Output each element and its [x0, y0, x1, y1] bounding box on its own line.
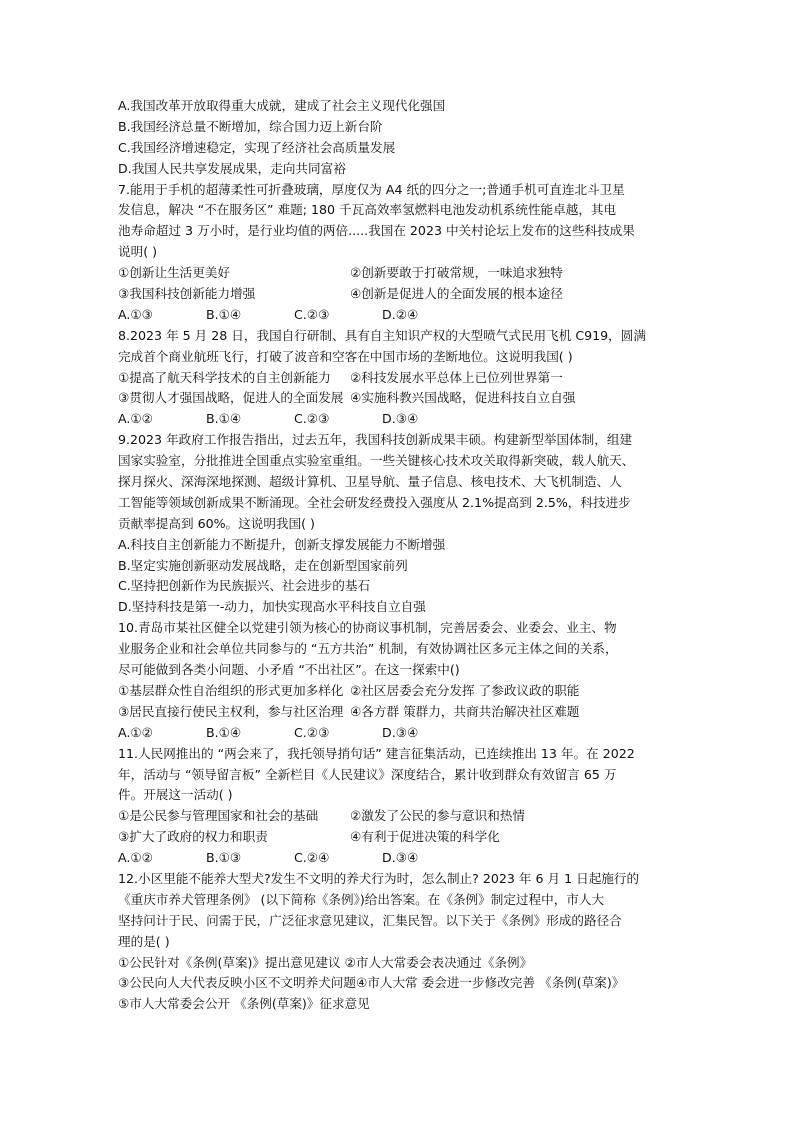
option-c: C.坚持把创新作为民族振兴、社会进步的基石	[118, 578, 371, 594]
question-stem: 理的是( )	[118, 933, 170, 949]
question-12	[118, 869, 688, 1015]
option-d: D.我国人民共享发展成果，走向共同富裕	[118, 160, 346, 176]
statement-2: ②社区居委会充分发挥 了参政议政的职能	[350, 682, 580, 698]
statement-4: ④创新是促进人的全面发展的根本途径	[350, 286, 563, 302]
choice-a: A.①③	[118, 306, 153, 322]
question-6-options	[118, 96, 688, 180]
option-a: A.我国改革开放取得重大成就，建成了社会主义现代化强国	[118, 98, 446, 113]
choice-c: C.②④	[294, 850, 330, 866]
statement-row	[118, 806, 688, 827]
question-10	[118, 618, 688, 743]
question-stem: 池寿命超过 3 万小时，是行业均值的两倍.....我国在 2023 中关村论坛上发布的这些科技成果	[118, 223, 635, 239]
statement-3: ③扩大了政府的权力和职责	[118, 829, 268, 845]
statement-1: ①是公民参与管理国家和社会的基础	[118, 808, 319, 824]
statement-row: ③公民向人大代表反映小区不文明养犬问题④市人大常 委会进一步修改完善 《条例(草案)》	[118, 975, 625, 991]
option-b: B.坚定实施创新驱动发展战略，走在创新型国家前列	[118, 557, 408, 573]
choice-a: A.①②	[118, 724, 153, 740]
choice-c: C.②③	[294, 724, 330, 740]
statement-row	[118, 388, 688, 409]
choice-a: A.①②	[118, 411, 153, 427]
statement-row	[118, 681, 688, 702]
question-stem: 业服务企业和社会单位共同参与的 “五方共治” 机制，有效协调社区多元主体之间的关系，	[118, 641, 618, 657]
question-stem: 11.人民网推出的 “两会来了，我托领导捎句话” 建言征集活动，已连续推出 13 年。在 2022	[118, 745, 635, 761]
choice-b: B.①③	[206, 850, 242, 866]
question-stem: 贡献率提高到 60%。这说明我国( )	[118, 515, 315, 531]
choice-d: D.③④	[382, 411, 419, 427]
choices-row	[118, 848, 688, 869]
statement-3: ③贯彻人才强国战略，促进人的全面发展	[118, 390, 344, 406]
choice-c: C.②③	[294, 411, 330, 427]
choice-b: B.①④	[206, 411, 242, 427]
choice-c: C.②③	[294, 306, 330, 322]
statement-3: ③居民直接行使民主权利，参与社区治理	[118, 703, 344, 719]
statement-2: ②创新要敢于打破常规，一味追求独特	[350, 265, 563, 281]
question-stem: 坚持问计于民、问需于民，广泛征求意见建议，汇集民智。以下关于《条例》形成的路径合	[118, 912, 622, 928]
option-d: D.坚持科技是第一-动力，加快实现高水平科技自立自强	[118, 599, 426, 615]
question-8	[118, 326, 688, 430]
question-stem: 发信息，解决 “不在服务区” 难题; 180 千瓦高效率氢燃料电池发动机系统性能卓越，其电	[118, 202, 617, 218]
statement-row	[118, 827, 688, 848]
statement-1: ①提高了航天科学技术的自主创新能力	[118, 369, 331, 385]
question-stem: 《重庆市养犬管理条例》 (以下简称《条例》)给出答案。在《条例》制定过程中，市人大	[118, 891, 605, 907]
question-11	[118, 744, 688, 869]
statement-2: ②科技发展水平总体上已位列世界第一	[350, 369, 563, 385]
statement-4: ④各方群 策群力，共商共治解决社区难题	[350, 703, 580, 719]
option-b: B.我国经济总量不断增加，综合国力迈上新台阶	[118, 118, 383, 134]
choices-row	[118, 305, 688, 326]
question-stem: 件。开展这一活动( )	[118, 787, 233, 803]
statement-row: ①公民针对《条例(草案)》提出意见建议 ②市人大常委会表决通过《条例》	[118, 954, 533, 970]
choices-row	[118, 409, 688, 430]
question-stem: 国家实验室，分批推进全国重点实验室重组。一些关键核心技术攻关取得新突破，载人航天、	[118, 453, 635, 469]
question-7	[118, 180, 688, 326]
statement-row	[118, 702, 688, 723]
choices-row	[118, 723, 688, 744]
statement-4: ④有利于促进决策的科学化	[350, 829, 500, 845]
statement-4: ④实施科教兴国战略，促进科技自立自强	[350, 390, 576, 406]
statement-row: ⑤市人大常委会公开 《条例(草案)》征求意见	[118, 996, 370, 1012]
statement-1: ①创新让生活更美好	[118, 265, 231, 281]
statement-2: ②激发了公民的参与意识和热情	[350, 808, 526, 824]
statement-1: ①基层群众性自治组织的形式更加多样化	[118, 682, 344, 698]
question-stem: 8.2023 年 5 月 28 日，我国自行研制、具有自主知识产权的大型喷气式民用飞机 C919，圆满	[118, 327, 646, 343]
statement-3: ③我国科技创新能力增强	[118, 286, 256, 302]
question-stem: 完成首个商业航班飞行，打破了波音和空客在中国市场的垄断地位。这说明我国( )	[118, 348, 573, 364]
question-stem: 12.小区里能不能养大型犬?发生不文明的养犬行为时，怎么制止? 2023 年 6 月 1 日起施行的	[118, 870, 640, 886]
choice-d: D.③④	[382, 724, 419, 740]
question-9	[118, 430, 688, 618]
choice-a: A.①②	[118, 850, 153, 866]
choice-b: B.①④	[206, 306, 242, 322]
question-stem: 工智能等领域创新成果不断涌现。全社会研发经费投入强度从 2.1%提高到 2.5%，科技进步	[118, 494, 631, 510]
statement-row	[118, 368, 688, 389]
option-a: A.科技自主创新能力不断提升，创新支撑发展能力不断增强	[118, 536, 446, 552]
choice-b: B.①④	[206, 724, 242, 740]
choice-d: D.②④	[382, 306, 419, 322]
question-stem: 年，活动与 “领导留言板” 全新栏目《人民建议》深度结合，累计收到群众有效留言 65 万	[118, 766, 617, 782]
question-stem: 10.青岛市某社区健全以党建引领为核心的协商议事机制，完善居委会、业委会、业主、物	[118, 620, 617, 636]
statement-row	[118, 284, 688, 305]
option-c: C.我国经济增速稳定，实现了经济社会高质量发展	[118, 139, 396, 155]
question-stem: 9.2023 年政府工作报告指出，过去五年，我国科技创新成果丰硕。构建新型举国体制，组建	[118, 432, 633, 448]
question-stem: 7.能用于手机的超薄柔性可折叠玻璃，厚度仅为 A4 纸的四分之一;普通手机可直连北斗卫星	[118, 181, 625, 197]
exam-page	[118, 96, 688, 1015]
statement-row	[118, 263, 688, 284]
question-stem: 探月探火、深海深地探测、超级计算机、卫星导航、量子信息、核电技术、大飞机制造、人	[118, 474, 622, 490]
choice-d: D.③④	[382, 850, 419, 866]
question-stem: 说明( )	[118, 244, 158, 260]
question-stem: 尽可能做到各类小问题、小矛盾 “不出社区”。在这一探索中()	[118, 662, 460, 678]
